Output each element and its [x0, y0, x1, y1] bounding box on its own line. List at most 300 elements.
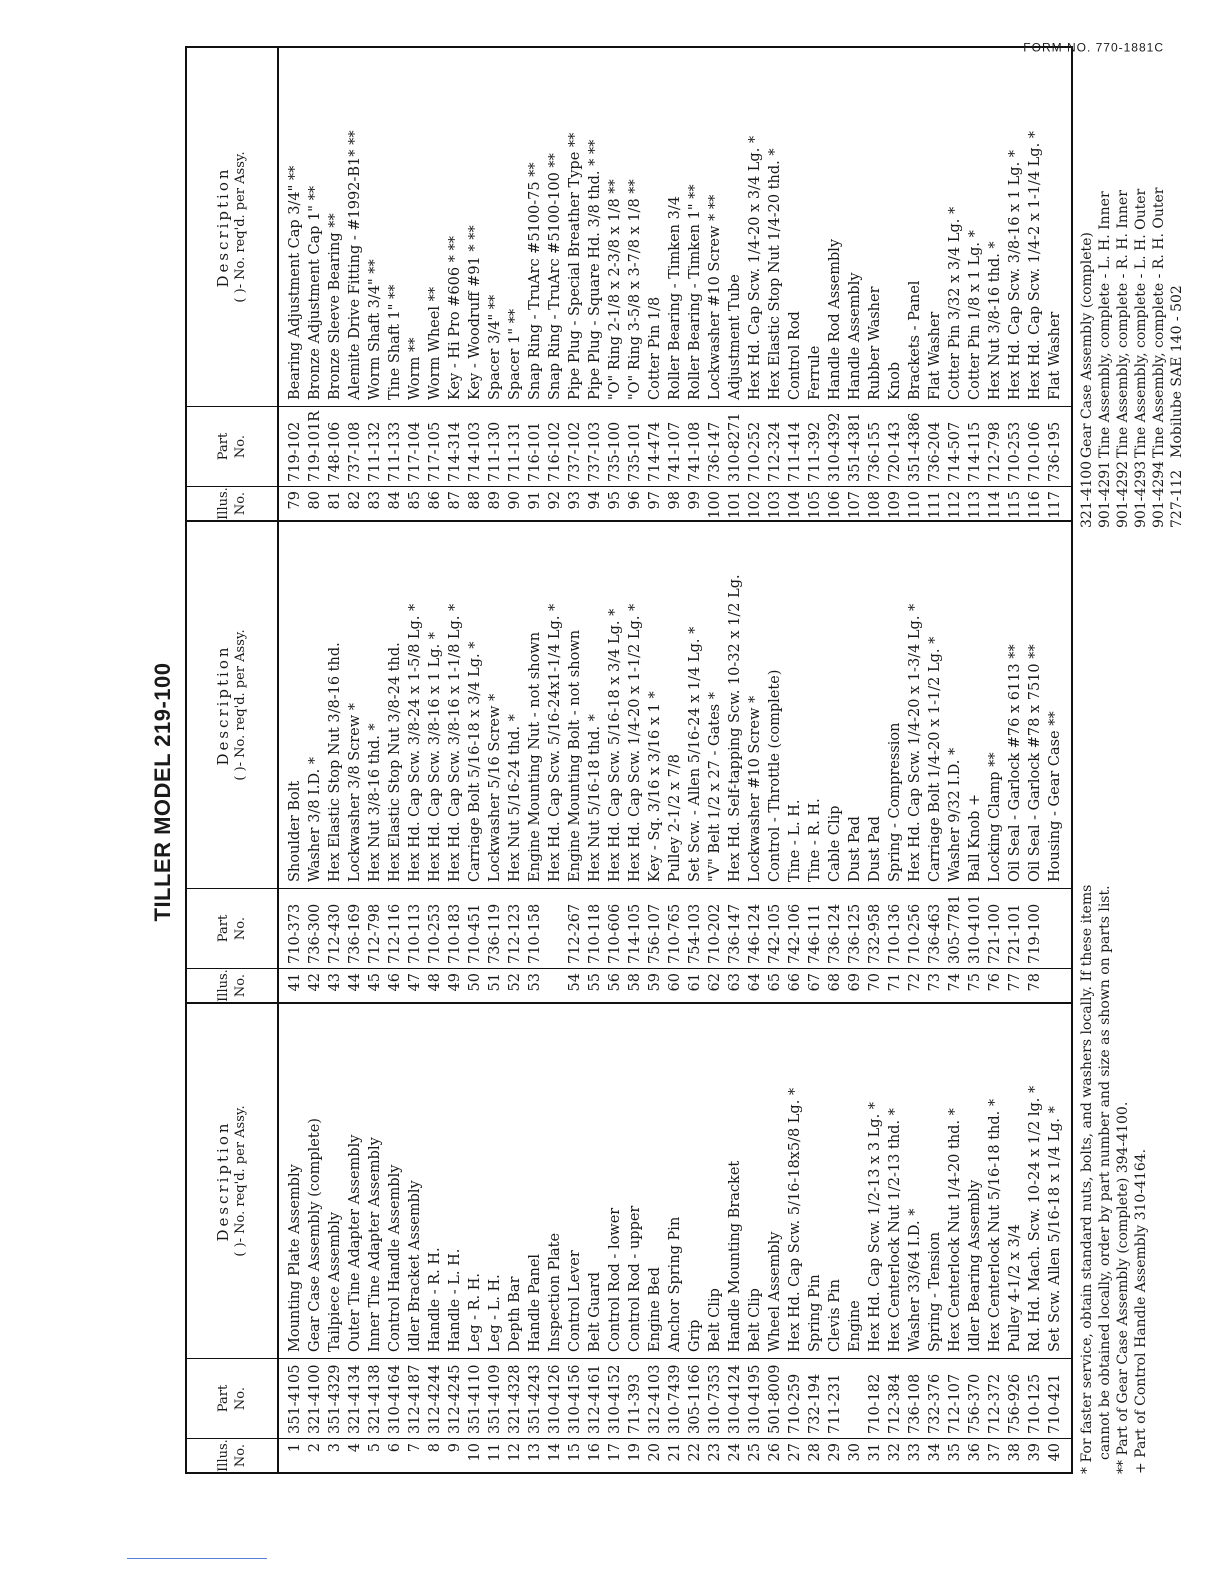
illus-number: 79: [287, 491, 303, 510]
part-description: Snap Ring - TruArc #5100-75 **: [527, 162, 543, 400]
part-description: Hex Hd. Cap Scw. 1/4-2 x 1-1/4 Lg. *: [1027, 130, 1043, 400]
illus-number: 65: [767, 973, 783, 992]
illus-number: 96: [627, 491, 643, 510]
illus-number: 26: [767, 1443, 783, 1462]
extra-part-number: 901-4291: [1097, 460, 1113, 528]
illus-header-line1: Illus.: [216, 1439, 231, 1472]
part-number: 710-373: [287, 903, 303, 964]
part-number: 714-105: [627, 903, 643, 964]
page-title: TILLER MODEL 219-100: [150, 662, 175, 922]
part-number: 736-300: [307, 903, 323, 964]
part-number: 732-376: [927, 1373, 943, 1434]
part-description: Hex Centerlock Nut 1/4-20 thd. *: [947, 1108, 963, 1352]
part-number: 710-253: [1007, 421, 1023, 482]
part-number: 312-4161: [587, 1364, 603, 1434]
part-number: 710-421: [1047, 1373, 1063, 1434]
illus-number: 15: [567, 1443, 583, 1462]
part-description: Gear Case Assembly (complete): [307, 1118, 323, 1352]
illus-number: 93: [567, 491, 583, 510]
extra-part-row: [1168, 48, 1186, 528]
part-description: Pipe Plug - Square Hd. 3/8 thd. * **: [587, 139, 603, 400]
illus-number: 20: [647, 1443, 663, 1462]
part-number: 714-314: [447, 421, 463, 482]
illus-number: 28: [807, 1443, 823, 1462]
part-number: 742-106: [787, 903, 803, 964]
part-description: Key - Hi Pro #606 * **: [447, 235, 463, 400]
illus-number: 87: [447, 491, 463, 510]
part-description: Control Lever: [567, 1250, 583, 1352]
part-description: Key - Woodruff #91 * **: [467, 225, 483, 400]
part-description: Hex Nut 3/8-16 thd. *: [987, 241, 1003, 400]
part-number: 756-107: [647, 903, 663, 964]
part-number: 312-4187: [407, 1364, 423, 1434]
part-number: 716-101: [527, 421, 543, 482]
description-column: [279, 1004, 1071, 1358]
part-description: Bearing Adjustment Cap 3/4" **: [287, 165, 303, 400]
part-description: Bronze Sleeve Bearing **: [327, 213, 343, 400]
part-number: 737-103: [587, 421, 603, 482]
illus-number: 110: [907, 491, 923, 519]
illus-number: 34: [927, 1443, 943, 1462]
part-number: 712-798: [987, 421, 1003, 482]
part-number: 712-324: [767, 421, 783, 482]
part-column: [279, 888, 1071, 968]
illus-number: 67: [807, 973, 823, 992]
illus-number: 98: [667, 491, 683, 510]
part-description: Cable Clip: [827, 805, 843, 882]
footnote-1: * For faster service, obtain standard nuts, bolts, and washers locally. If these items: [1079, 884, 1095, 1474]
illus-number: 75: [967, 973, 983, 992]
part-number: 746-111: [807, 903, 823, 964]
illus-number: 54: [567, 973, 583, 992]
illus-number: 40: [1047, 1443, 1063, 1462]
illus-number: [545, 969, 565, 1002]
illus-number: 91: [527, 491, 543, 510]
illus-number: 32: [887, 1443, 903, 1462]
extra-part-desc: Tine Assembly, complete - L. H. Inner: [1097, 191, 1113, 458]
illus-number: 85: [407, 491, 423, 510]
part-number: 712-107: [947, 1373, 963, 1434]
part-description: Handle Panel: [527, 1253, 543, 1352]
part-number: 717-105: [427, 421, 443, 482]
extra-part-row: [1096, 48, 1114, 528]
part-number: 732-958: [867, 903, 883, 964]
illus-number: 52: [507, 973, 523, 992]
part-description: Idler Bracket Assembly: [407, 1180, 423, 1352]
extra-part-number: 901-4294: [1151, 460, 1167, 528]
part-description: Hex Nut 5/16-24 thd. *: [507, 714, 523, 882]
part-number: 351-4105: [287, 1364, 303, 1434]
part-number: 710-451: [467, 903, 483, 964]
illus-number: 24: [727, 1443, 743, 1462]
illus-number: 25: [747, 1443, 763, 1462]
illus-number: 71: [887, 973, 903, 992]
illus-number: 63: [727, 973, 743, 992]
part-number: 710-158: [527, 903, 543, 964]
column-header: [187, 48, 279, 520]
part-number: 321-4100: [307, 1364, 323, 1434]
part-description: Belt Clip: [747, 1288, 763, 1352]
illus-number: 42: [307, 973, 323, 992]
part-description: Set Scw. Allen 5/16-18 x 1/4 Lg. *: [1047, 1106, 1063, 1352]
illus-number: 7: [407, 1443, 423, 1453]
part-description: Belt Clip: [707, 1288, 723, 1352]
extra-part-row: [1114, 48, 1132, 528]
description-header-line2: ( )- No. req'd. per Assy.: [233, 151, 248, 303]
part-description: Control Rod: [787, 311, 803, 400]
illus-number: 64: [747, 973, 763, 992]
part-number: 735-101: [627, 421, 643, 482]
illus-number: 4: [347, 1443, 363, 1453]
illus-number: 44: [347, 973, 363, 992]
description-header-line2: ( )- No. req'd. per Assy.: [233, 1105, 248, 1257]
part-number: 501-8009: [767, 1364, 783, 1434]
illus-number: 45: [367, 973, 383, 992]
description-header-line2: ( )- No. req'd. per Assy.: [233, 629, 248, 781]
description-column: [279, 48, 1071, 406]
illus-number: 70: [867, 973, 883, 992]
part-number: 736-124: [827, 903, 843, 964]
illus-number: 112: [947, 491, 963, 519]
illus-number: 106: [827, 491, 843, 519]
part-number: 310-7353: [707, 1364, 723, 1434]
part-description: Lockwasher 5/16 Screw *: [487, 693, 503, 882]
part-description: Engine Mounting Bolt - not shown: [567, 629, 583, 882]
part-number: [845, 1359, 865, 1438]
column-group: [187, 1004, 1071, 1472]
part-number: 714-474: [647, 421, 663, 482]
illus-number: 101: [727, 491, 743, 519]
part-column: [279, 1358, 1071, 1438]
part-description: Handle Mounting Bracket: [727, 1160, 743, 1352]
illus-number: 111: [927, 491, 943, 519]
illus-number: 33: [907, 1443, 923, 1462]
illus-number: 27: [787, 1443, 803, 1462]
part-header-line2: No.: [233, 434, 248, 459]
part-description: Hex Hd. Cap Scw. 5/16-24x1-1/4 Lg. *: [547, 603, 563, 882]
illus-number: 37: [987, 1443, 1003, 1462]
part-number: 321-4138: [367, 1364, 383, 1434]
part-description: Control Rod - upper: [627, 1205, 643, 1352]
part-description: "O" Ring 2-1/8 x 2-3/8 x 1/8 **: [607, 179, 623, 400]
illus-number: 47: [407, 973, 423, 992]
part-number: 736-195: [1047, 421, 1063, 482]
extra-part-desc: Tine Assembly, complete - R. H. Inner: [1115, 190, 1131, 458]
part-description: Washer 3/8 I.D. *: [307, 756, 323, 882]
illus-header-line1: Illus.: [216, 487, 231, 520]
part-number: 736-147: [707, 421, 723, 482]
illus-number: 31: [867, 1443, 883, 1462]
illus-number: 11: [487, 1443, 503, 1462]
part-description: Hex Elastic Stop Nut 3/8-16 thd.: [327, 642, 343, 882]
part-description: Cotter Pin 1/8 x 1 Lg. *: [967, 230, 983, 400]
part-number: 736-155: [867, 421, 883, 482]
illus-number: 105: [807, 491, 823, 519]
part-number: 710-125: [1027, 1373, 1043, 1434]
part-number: 720-143: [887, 421, 903, 482]
illus-number: 69: [847, 973, 863, 992]
part-description: Adjustment Tube: [727, 274, 743, 400]
part-number: 310-4156: [567, 1364, 583, 1434]
illus-number: 46: [387, 973, 403, 992]
part-description: Set Scw. - Allen 5/16-24 x 1/4 Lg. *: [687, 626, 703, 882]
part-description: Idler Bearing Assembly: [967, 1179, 983, 1352]
part-description: Hex Nut 5/16-18 thd. *: [587, 714, 603, 882]
illus-header-line2: No.: [233, 1443, 248, 1468]
part-description: Worm **: [407, 337, 423, 400]
illus-number: 103: [767, 491, 783, 519]
part-number: 710-765: [667, 903, 683, 964]
illus-number: 108: [867, 491, 883, 519]
part-description: Ferrule: [807, 345, 823, 400]
part-description: Hex Hd. Cap Scw. 1/2-13 x 3 Lg. *: [867, 1101, 883, 1352]
extra-part-row: [1078, 48, 1096, 528]
part-description: Hex Hd. Cap Scw. 5/16-18x5/8 Lg. *: [787, 1087, 803, 1352]
illus-number: 68: [827, 973, 843, 992]
part-number: 721-101: [1007, 903, 1023, 964]
illus-number: 89: [487, 491, 503, 510]
column-group: [187, 48, 1071, 522]
illus-number: 1: [287, 1443, 303, 1453]
part-description: Engine Mounting Nut - not shown: [527, 631, 543, 882]
part-number: 710-256: [907, 903, 923, 964]
part-description: Worm Shaft 3/4" **: [367, 259, 383, 400]
extra-part-number: 321-4100: [1079, 460, 1095, 528]
illus-number: 60: [667, 973, 683, 992]
description-header: [187, 1004, 277, 1358]
footnote-1-cont: cannot be obtained locally, order by part number and size as shown on parts list.: [1097, 885, 1113, 1460]
illus-number: 8: [427, 1443, 443, 1453]
extra-part-desc: Tine Assembly, complete - R. H. Outer: [1151, 187, 1167, 458]
part-number: 719-101R: [307, 410, 323, 482]
part-description: Pulley 2-1/2 x 7/8: [667, 754, 683, 882]
part-number: 321-4134: [347, 1364, 363, 1434]
illus-number: 74: [947, 973, 963, 992]
part-number: 351-4109: [487, 1364, 503, 1434]
scan-artifact-line: [127, 1558, 267, 1559]
part-number: 351-4329: [327, 1364, 343, 1434]
part-description: Lockwasher #10 Screw *: [747, 695, 763, 882]
extra-part-number: 727-112: [1169, 469, 1185, 528]
part-number: 310-4101: [967, 894, 983, 964]
part-description: Control - Throttle (complete): [767, 669, 783, 882]
part-description: Lockwasher 3/8 Screw *: [347, 702, 363, 882]
illus-number: 92: [547, 491, 563, 510]
part-description: Washer 33/64 I.D. *: [907, 1208, 923, 1352]
description-header-line1: Description: [214, 1120, 232, 1242]
part-header-line2: No.: [233, 916, 248, 941]
illus-number: 10: [467, 1443, 483, 1462]
part-number: 719-100: [1027, 903, 1043, 964]
part-number: 710-252: [747, 421, 763, 482]
part-description: Rd. Hd. Mach. Scw. 10-24 x 1/2 lg. *: [1027, 1085, 1043, 1352]
part-description: Hex Hd. Self-tapping Scw. 10-32 x 1/2 Lg.: [727, 574, 743, 882]
illus-number: 61: [687, 973, 703, 992]
extra-parts-list: [1078, 48, 1186, 528]
illus-number: 55: [587, 973, 603, 992]
column-body: [279, 1004, 1071, 1472]
part-number: 756-370: [967, 1373, 983, 1434]
description-column: [279, 522, 1071, 888]
part-description: Rubber Washer: [867, 286, 883, 400]
part-description: Spring Pin: [807, 1274, 823, 1352]
part-description: Engine: [847, 1300, 863, 1352]
illus-header-line1: Illus.: [216, 969, 231, 1002]
part-description: Lockwasher #10 Screw * **: [707, 194, 723, 400]
part-number: 735-100: [607, 421, 623, 482]
illus-number: 9: [447, 1443, 463, 1453]
part-description: Hex Hd. Cap Scw. 1/4-20 x 1-1/2 Lg. *: [627, 603, 643, 882]
part-description: Hex Hd. Cap Scw. 3/8-24 x 1-5/8 Lg. *: [407, 603, 423, 882]
illus-number: 5: [367, 1443, 383, 1453]
part-number: 737-102: [567, 421, 583, 482]
illus-column: [279, 486, 1071, 520]
column-body: [279, 522, 1071, 1002]
column-body: [279, 48, 1071, 520]
part-description: Hex Elastic Stop Nut 1/4-20 thd. *: [767, 148, 783, 400]
part-description: Hex Hd. Cap Scw. 5/16-18 x 3/4 Lg. *: [607, 608, 623, 882]
illus-number: 29: [827, 1443, 843, 1462]
part-description: Handle - L. H.: [447, 1248, 463, 1352]
part-number: [545, 889, 565, 968]
illus-number: 36: [967, 1443, 983, 1462]
illus-number: 107: [847, 491, 863, 519]
part-number: 712-798: [367, 903, 383, 964]
part-number: 736-119: [487, 903, 503, 964]
part-number: 712-123: [507, 903, 523, 964]
part-description: Anchor Spring Pin: [667, 1216, 683, 1352]
part-description: Hex Hd. Cap Scw. 3/8-16 x 1-1/8 Lg. *: [447, 603, 463, 882]
part-description: Spacer 3/4" **: [487, 294, 503, 400]
illus-number: 99: [687, 491, 703, 510]
part-column: [279, 406, 1071, 486]
part-number: 710-202: [707, 903, 723, 964]
part-description: Hex Hd. Cap Scw. 3/8-16 x 1 Lg. *: [427, 631, 443, 882]
illus-number: 117: [1047, 491, 1063, 519]
part-number: 351-4386: [907, 412, 923, 482]
part-description: Leg - L. H.: [487, 1274, 503, 1352]
part-number: 756-926: [1007, 1373, 1023, 1434]
description-header-line1: Description: [214, 166, 232, 288]
illus-number: 83: [367, 491, 383, 510]
illus-number: 2: [307, 1443, 323, 1453]
part-number: 312-4245: [447, 1364, 463, 1434]
column-header: [187, 522, 279, 1002]
illus-header-line2: No.: [233, 491, 248, 516]
part-number: 312-4244: [427, 1364, 443, 1434]
illus-number: [1045, 969, 1065, 1002]
illus-number: 104: [787, 491, 803, 519]
part-number: 737-108: [347, 421, 363, 482]
part-description: Bronze Adjustment Cap 1" **: [307, 185, 323, 400]
part-header-line2: No.: [233, 1386, 248, 1411]
illus-header: [187, 968, 277, 1002]
footnote-2: ** Part of Gear Case Assembly (complete) 394-4100.: [1115, 1101, 1131, 1474]
part-description: Hex Hd. Cap Scw. 1/4-20 x 3/4 Lg. *: [747, 135, 763, 400]
part-description: Leg - R. H.: [467, 1273, 483, 1352]
part-number: 711-231: [827, 1373, 843, 1434]
part-number: 712-267: [567, 903, 583, 964]
part-description: Spring - Tension: [927, 1231, 943, 1352]
part-number: 710-259: [787, 1373, 803, 1434]
part-number: 710-182: [867, 1373, 883, 1434]
part-description: Belt Guard: [587, 1271, 603, 1352]
part-number: 711-130: [487, 421, 503, 482]
part-number: 719-102: [287, 421, 303, 482]
illus-number: 23: [707, 1443, 723, 1462]
parts-table: [185, 46, 1073, 1474]
part-number: 721-100: [987, 903, 1003, 964]
part-description: Ball Knob +: [967, 793, 983, 882]
part-number: 310-4392: [827, 412, 843, 482]
part-description: Oil Seal - Garlock #78 x 7510 **: [1027, 644, 1043, 882]
illus-header: [187, 1438, 277, 1472]
illus-number: 35: [947, 1443, 963, 1462]
part-description: Dust Pad: [847, 816, 863, 882]
part-number: 746-124: [747, 903, 763, 964]
part-number: 310-8271: [727, 412, 743, 482]
illus-number: 51: [487, 973, 503, 992]
part-description: Spring - Compression: [887, 722, 903, 882]
part-number: 710-183: [447, 903, 463, 964]
part-number: 714-115: [967, 421, 983, 482]
part-header: [187, 888, 277, 968]
part-description: Handle - R. H.: [427, 1247, 443, 1352]
part-description: Flat Washer: [927, 311, 943, 400]
illus-number: 50: [467, 973, 483, 992]
illus-number: 80: [307, 491, 323, 510]
part-description: Handle Assembly: [847, 272, 863, 400]
part-description: Cotter Pin 3/32 x 3/4 Lg. *: [947, 206, 963, 400]
illus-number: 81: [327, 491, 343, 510]
extra-part-number: 901-4293: [1133, 460, 1149, 528]
part-number: 712-384: [887, 1373, 903, 1434]
part-description: Carriage Bolt 5/16-18 x 3/4 Lg. *: [467, 641, 483, 882]
extra-part-number: 901-4292: [1115, 460, 1131, 528]
part-description: Grip: [687, 1319, 703, 1352]
part-number: 310-4126: [547, 1364, 563, 1434]
illus-number: 86: [427, 491, 443, 510]
illus-number: 76: [987, 973, 1003, 992]
part-description: Key - Sq. 3/16 x 3/16 x 1 *: [647, 691, 663, 882]
part-number: 712-372: [987, 1373, 1003, 1434]
part-number: 711-392: [807, 421, 823, 482]
part-header-line1: Part: [216, 432, 231, 461]
extra-part-row: [1150, 48, 1168, 528]
part-number: 310-4195: [747, 1364, 763, 1434]
part-number: 736-204: [927, 421, 943, 482]
illus-header-line2: No.: [233, 973, 248, 998]
part-number: 711-393: [627, 1373, 643, 1434]
part-description: Dust Pad: [867, 816, 883, 882]
part-number: 736-125: [847, 903, 863, 964]
illus-column: [279, 968, 1071, 1002]
illus-number: 97: [647, 491, 663, 510]
part-number: 711-133: [387, 421, 403, 482]
part-number: 748-106: [327, 421, 343, 482]
form-number: FORM NO. 770-1881C: [1023, 40, 1164, 54]
illus-number: 109: [887, 491, 903, 519]
part-number: 351-4110: [467, 1364, 483, 1434]
part-header-line1: Part: [216, 914, 231, 943]
part-description: Control Handle Assembly: [387, 1164, 403, 1352]
part-description: Hex Elastic Stop Nut 3/8-24 thd.: [387, 642, 403, 882]
part-number: 310-4124: [727, 1364, 743, 1434]
illus-number: 12: [507, 1443, 523, 1462]
part-header-line1: Part: [216, 1384, 231, 1413]
part-number: 710-606: [607, 903, 623, 964]
illus-number: 100: [707, 491, 723, 519]
